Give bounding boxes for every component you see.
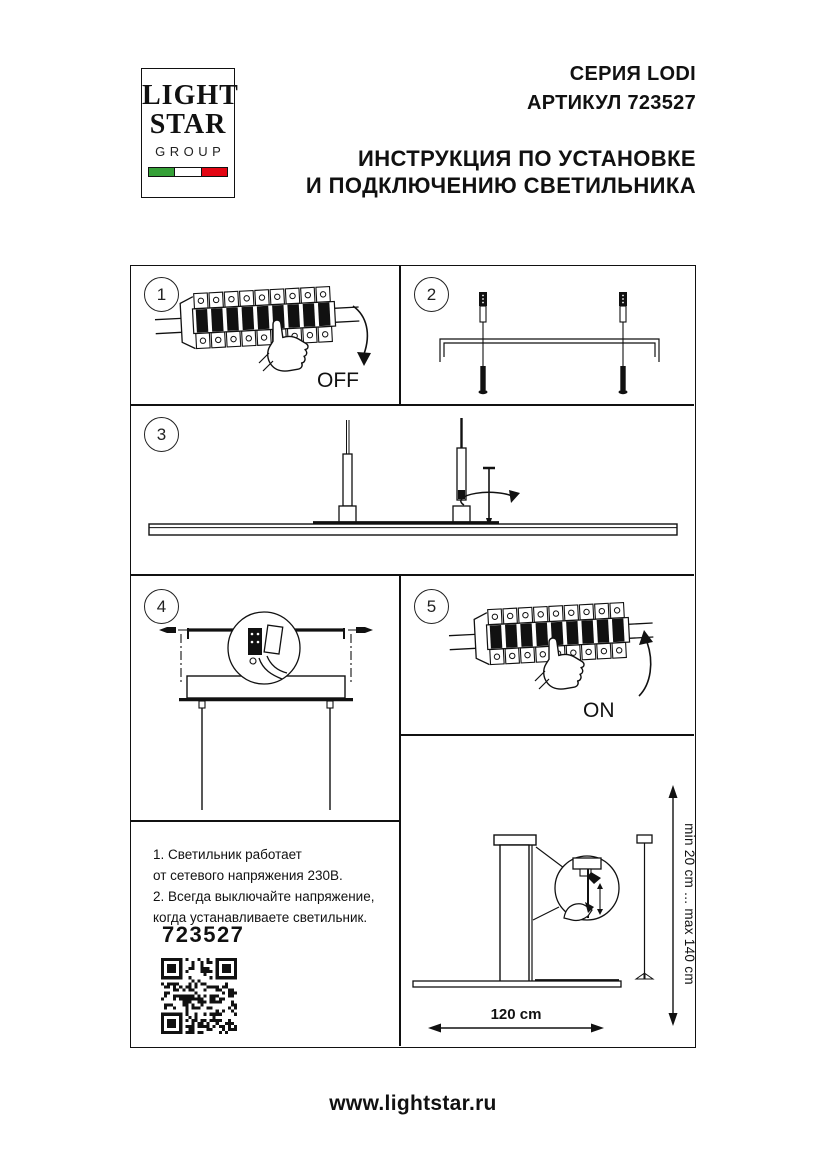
on-label: ON xyxy=(583,699,615,722)
step5-panel xyxy=(401,576,697,734)
canopy xyxy=(494,835,536,845)
logo-word-star: STAR xyxy=(149,109,227,140)
light-bar xyxy=(413,981,621,987)
logo-word-light: LIGHT xyxy=(142,80,239,111)
step3-number-badge xyxy=(144,417,179,452)
note-line: 2. Всегда выключайте напряжение, xyxy=(153,889,375,904)
magnifier-circle xyxy=(228,612,300,684)
end-screw-icon xyxy=(356,627,365,633)
step1-number-badge xyxy=(144,277,179,312)
note-line: 1. Светильник работает xyxy=(153,847,302,862)
note-line: когда устанавливаете светильник. xyxy=(153,910,368,925)
step3-number: 3 xyxy=(156,424,167,444)
instruction-title-line1: ИНСТРУКЦИЯ ПО УСТАНОВКЕ xyxy=(358,146,696,171)
height-range-label: min 20 cm ... max 140 cm xyxy=(682,823,697,985)
flag-white-segment xyxy=(174,168,201,176)
lightstar-logo xyxy=(141,68,239,198)
end-screw-icon xyxy=(167,627,176,633)
qr-code xyxy=(161,958,237,1034)
rotate-up-arrow-icon xyxy=(639,642,651,696)
article-label: АРТИКУЛ 723527 xyxy=(526,92,696,114)
step2-panel xyxy=(401,266,697,404)
step2-number: 2 xyxy=(426,284,437,304)
article-number: 723527 xyxy=(162,922,245,947)
step5-number-badge xyxy=(414,589,449,624)
step4-number: 4 xyxy=(156,596,167,616)
instruction-title-line2: И ПОДКЛЮЧЕНИЮ СВЕТИЛЬНИКА xyxy=(305,173,696,198)
step2-number-badge xyxy=(414,277,449,312)
note-line: от сетевого напряжения 230В. xyxy=(153,868,343,883)
width-label: 120 cm xyxy=(490,1006,542,1023)
header-titles xyxy=(306,60,696,199)
fixture-bar-diagram xyxy=(131,406,697,574)
step1-number: 1 xyxy=(156,284,167,304)
instruction-grid xyxy=(130,265,696,1048)
step4-panel xyxy=(131,576,399,820)
rotate-down-arrow-icon xyxy=(353,306,367,354)
cable-gripper-icon xyxy=(573,858,601,869)
series-label: СЕРИЯ LODI xyxy=(569,63,696,85)
step4-number-badge xyxy=(144,589,179,624)
logo-word-group: GROUP xyxy=(155,144,226,159)
step1-panel xyxy=(131,266,399,404)
step5-number: 5 xyxy=(426,596,437,616)
mini-canopy xyxy=(637,835,652,843)
flag-green-segment xyxy=(149,168,174,176)
dimensions-panel xyxy=(401,736,697,1049)
notes-panel xyxy=(131,822,399,1049)
pendant-dimensions-diagram xyxy=(401,736,697,1049)
website-url: www.lightstar.ru xyxy=(329,1092,497,1115)
off-label: OFF xyxy=(317,369,359,392)
rotation-arrow-icon xyxy=(461,492,514,505)
stem xyxy=(500,845,529,983)
italian-flag-bar xyxy=(148,167,228,177)
step3-panel xyxy=(131,406,697,574)
flag-red-segment xyxy=(202,168,227,176)
cable-stopper-icon xyxy=(636,974,653,980)
safety-notes xyxy=(153,844,374,928)
wire-connector-icon xyxy=(248,628,262,655)
